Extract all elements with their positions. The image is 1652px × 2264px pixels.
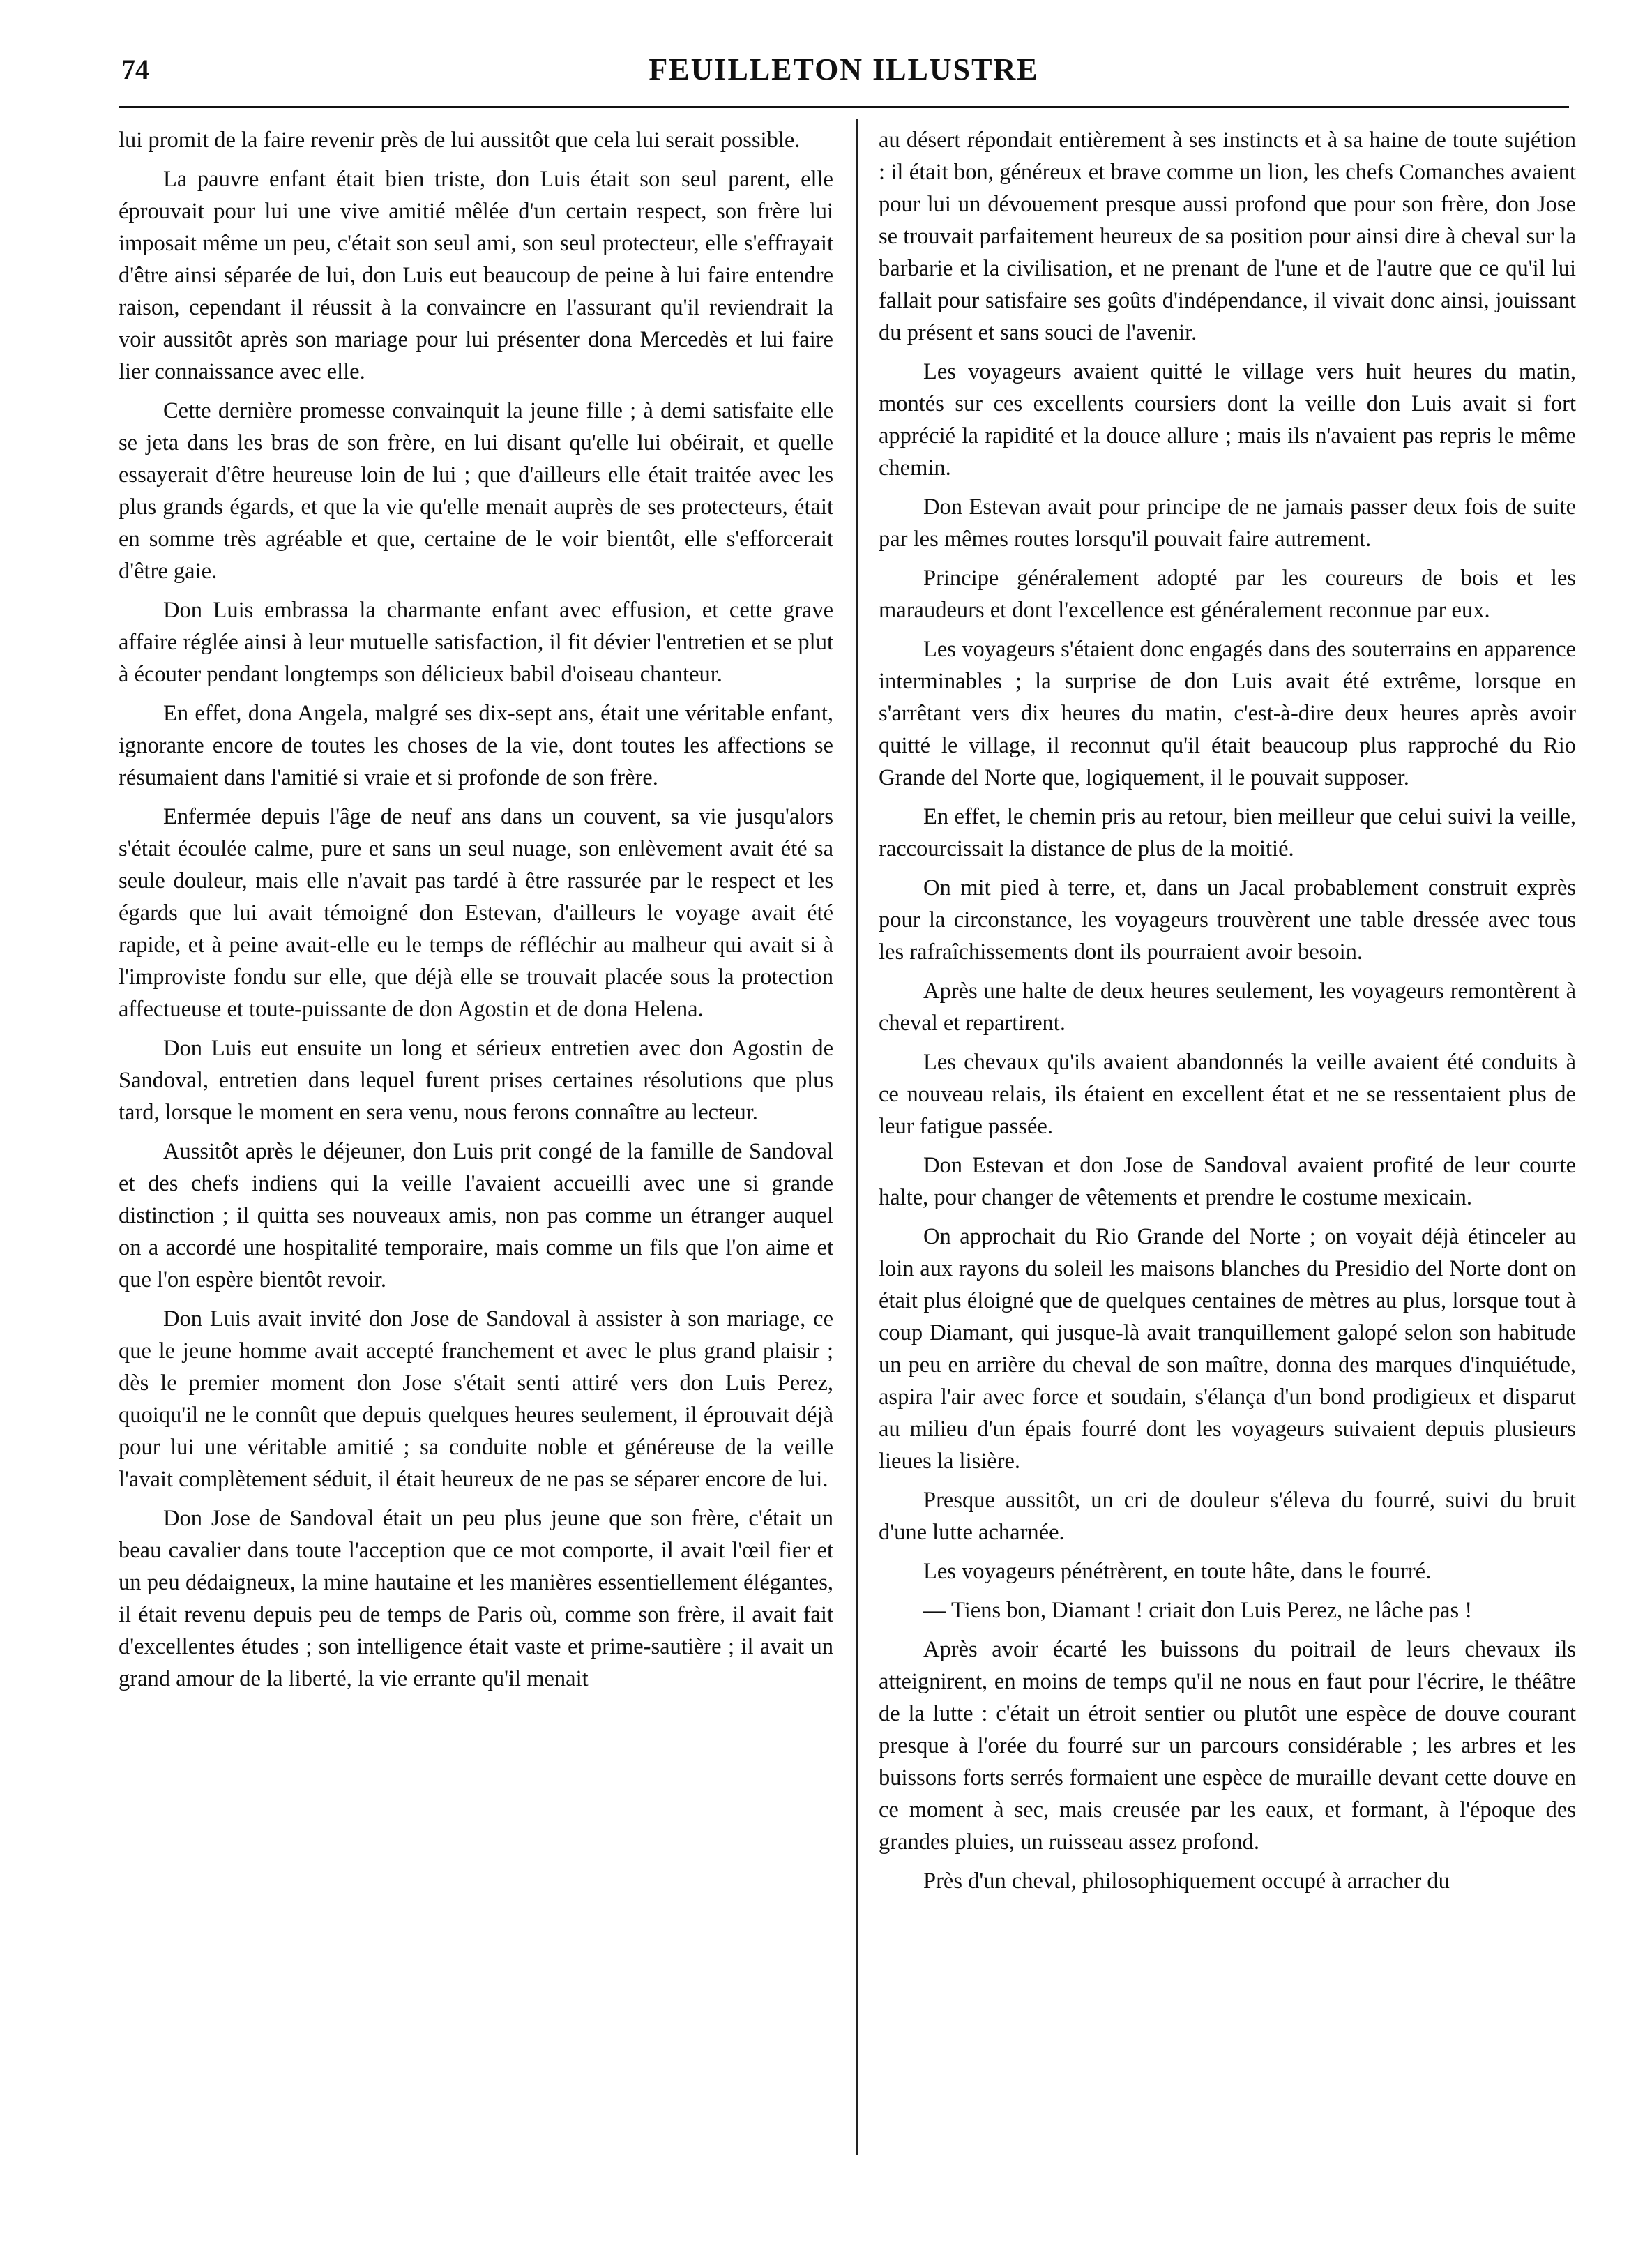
paragraph: au désert répondait entièrement à ses instincts et à sa haine de toute sujétion : il était bon, généreux et brave comme un lion, les chefs Comanches avaient pour lui un dévouement presque aussi profond que pour son frère, don Jose se trouvait parfaitement heureux de sa position pour ainsi dire à cheval sur la barbarie et la civilisation, et ne prenant de l'une et de l'autre que ce qu'il lui fallait pour satisfaire ses goûts d'indépendance, il vivait donc ainsi, jouissant du présent et sans souci de l'avenir. <box>879 128 1576 345</box>
paragraph: Aussitôt après le déjeuner, don Luis prit congé de la famille de Sandoval et des chefs indiens qui la veille l'avaient accueilli avec une si grande distinction ; il quitta ses nouveaux amis, non pas comme un étranger auquel on a accordé une hospitalité temporaire, mais comme un fils que l'on aime et que l'on espère bientôt revoir. <box>119 1139 833 1292</box>
paragraph: Don Luis embrassa la charmante enfant avec effusion, et cette grave affaire réglée ainsi à leur mutuelle satisfaction, il fit dévier l'entretien et se plut à écouter pendant longtemps son délicieux babil d'oiseau chanteur. <box>119 598 833 687</box>
paragraph: Près d'un cheval, philosophiquement occupé à arracher du <box>923 1869 1450 1894</box>
page-header <box>119 46 1569 95</box>
paragraph: Principe généralement adopté par les coureurs de bois et les maraudeurs et dont l'excellence est généralement reconnue par eux. <box>879 566 1576 623</box>
paragraph: Les chevaux qu'ils avaient abandonnés la veille avaient été conduits à ce nouveau relais, ils étaient en excellent état et ne se ressentaient plus de leur fatigue passée. <box>879 1050 1576 1139</box>
right-column <box>879 124 1576 2231</box>
paragraph: On mit pied à terre, et, dans un Jacal probablement construit exprès pour la circonstance, les voyageurs trouvèrent une table dressée avec tous les rafraîchissements dont ils pourraient avoir besoin. <box>879 875 1576 965</box>
page-number: 74 <box>121 54 149 85</box>
paragraph: Enfermée depuis l'âge de neuf ans dans un couvent, sa vie jusqu'alors s'était écoulée calme, pure et sans un seul nuage, son enlèvement avait été sa seule douleur, mais elle n'avait pas tardé à être rassurée par le respect et les égards que lui avait témoigné don Estevan, d'ailleurs le voyage avait été rapide, et à peine avait-elle eu le temps de réfléchir au malheur qui avait si à l'improviste fondu sur elle, que déjà elle se trouvait placée sous la protection affectueuse et toute-puissante de don Agostin et de dona Helena. <box>119 804 833 1022</box>
paragraph: lui promit de la faire revenir près de lui aussitôt que cela lui serait possible. <box>119 128 801 153</box>
column-divider <box>856 119 858 2155</box>
paragraph: Après avoir écarté les buissons du poitrail de leurs chevaux ils atteignirent, en moins de temps qu'il ne nous en faut pour l'écrire, le théâtre de la lutte : c'était un étroit sentier ou plutôt une espèce de douve courant presque à l'orée du fourré sur un parcours considérable ; les arbres et les buissons forts serrés formaient une espèce de muraille devant cette douve en ce moment à sec, mais creusée par les eaux, et formant, à l'époque des grandes pluies, un ruisseau assez profond. <box>879 1637 1576 1855</box>
paragraph: Don Luis eut ensuite un long et sérieux entretien avec don Agostin de Sandoval, entretien dans lequel furent prises certaines résolutions que plus tard, lorsque le moment en sera venu, nous ferons connaître au lecteur. <box>119 1036 833 1125</box>
paragraph: Les voyageurs pénétrèrent, en toute hâte, dans le fourré. <box>923 1559 1432 1584</box>
paragraph: — Tiens bon, Diamant ! criait don Luis Perez, ne lâche pas ! <box>923 1598 1473 1623</box>
paragraph: Don Estevan et don Jose de Sandoval avaient profité de leur courte halte, pour changer de vêtements et prendre le costume mexicain. <box>879 1153 1576 1210</box>
paragraph: Les voyageurs avaient quitté le village vers huit heures du matin, montés sur ces excellents coursiers dont la veille don Luis avait si fort apprécié la rapidité et la douce allure ; mais ils n'avaient pas repris le même chemin. <box>879 359 1576 481</box>
paragraph: Presque aussitôt, un cri de douleur s'éleva du fourré, suivi du bruit d'une lutte acharnée. <box>879 1488 1576 1545</box>
paragraph: Après une halte de deux heures seulement, les voyageurs remontèrent à cheval et repartirent. <box>879 979 1576 1036</box>
running-title: FEUILLETON ILLUSTRE <box>649 52 1039 86</box>
paragraph: La pauvre enfant était bien triste, don Luis était son seul parent, elle éprouvait pour lui une vive amitié mêlée d'un certain respect, son frère lui imposait même un peu, c'était son seul ami, son seul protecteur, elle s'effrayait d'être ainsi séparée de lui, don Luis eut beaucoup de peine à lui faire entendre raison, cependant il réussit à la convaincre en l'assurant qu'il reviendrait la voir aussitôt après son mariage pour lui présenter dona Mercedès et lui faire lier connaissance avec elle. <box>119 167 833 384</box>
paragraph: Les voyageurs s'étaient donc engagés dans des souterrains en apparence interminables ; la surprise de don Luis avait été extrême, lorsque en s'arrêtant vers dix heures du matin, c'est-à-dire deux heures après avoir quitté le village, il reconnut qu'il était beaucoup plus rapproché du Rio Grande del Norte que, logiquement, il le pouvait supposer. <box>879 637 1576 790</box>
paragraph: Don Estevan avait pour principe de ne jamais passer deux fois de suite par les mêmes routes lorsqu'il pouvait faire autrement. <box>879 495 1576 552</box>
header-rule <box>119 106 1569 108</box>
paragraph: En effet, dona Angela, malgré ses dix-sept ans, était une véritable enfant, ignorante encore de toutes les choses de la vie, dont toutes les affections se résumaient dans l'amitié si vraie et si profonde de son frère. <box>119 701 833 790</box>
paragraph: En effet, le chemin pris au retour, bien meilleur que celui suivi la veille, raccourcissait la distance de plus de la moitié. <box>879 804 1576 861</box>
left-column <box>119 124 833 2231</box>
paragraph: On approchait du Rio Grande del Norte ; on voyait déjà étinceler au loin aux rayons du soleil les maisons blanches du Presidio del Norte dont on était plus éloigné que de quelques centaines de mètres au plus, lorsque tout à coup Diamant, qui jusque-là avait tranquillement galopé selon son habitude un peu en arrière du cheval de son maître, donna des marques d'inquiétude, aspira l'air avec force et soudain, s'élança d'un bond prodigieux et disparut au milieu d'un épais fourré dont les voyageurs suivaient depuis plusieurs lieues la lisière. <box>879 1224 1576 1474</box>
paragraph: Don Luis avait invité don Jose de Sandoval à assister à son mariage, ce que le jeune homme avait accepté franchement et avec le plus grand plaisir ; dès le premier moment don Jose s'était senti attiré vers don Luis Perez, quoiqu'il ne le connût que depuis quelques heures seulement, il éprouvait déjà pour lui une véritable amitié ; sa conduite noble et généreuse de la veille l'avait complètement séduit, il était heureux de ne pas se séparer encore de lui. <box>119 1306 833 1492</box>
paragraph: Cette dernière promesse convainquit la jeune fille ; à demi satisfaite elle se jeta dans les bras de son frère, en lui disant qu'elle lui obéirait, et quelle essayerait d'être heureuse loin de lui ; que d'ailleurs elle était traitée avec les plus grands égards, et que la vie qu'elle menait auprès de ses protecteurs, était en somme très agréable et que, certaine de le voir bientôt, elle s'efforcerait d'être gaie. <box>119 398 833 584</box>
paragraph: Don Jose de Sandoval était un peu plus jeune que son frère, c'était un beau cavalier dans toute l'acception que ce mot comporte, il avait l'œil fier et un peu dédaigneux, la mine hautaine et les manières essentiellement élégantes, il était revenu depuis peu de temps de Paris où, comme son frère, il avait fait d'excellentes études ; son intelligence était vaste et prime-sautière ; il avait un grand amour de la liberté, la vie errante qu'il menait <box>119 1506 833 1691</box>
